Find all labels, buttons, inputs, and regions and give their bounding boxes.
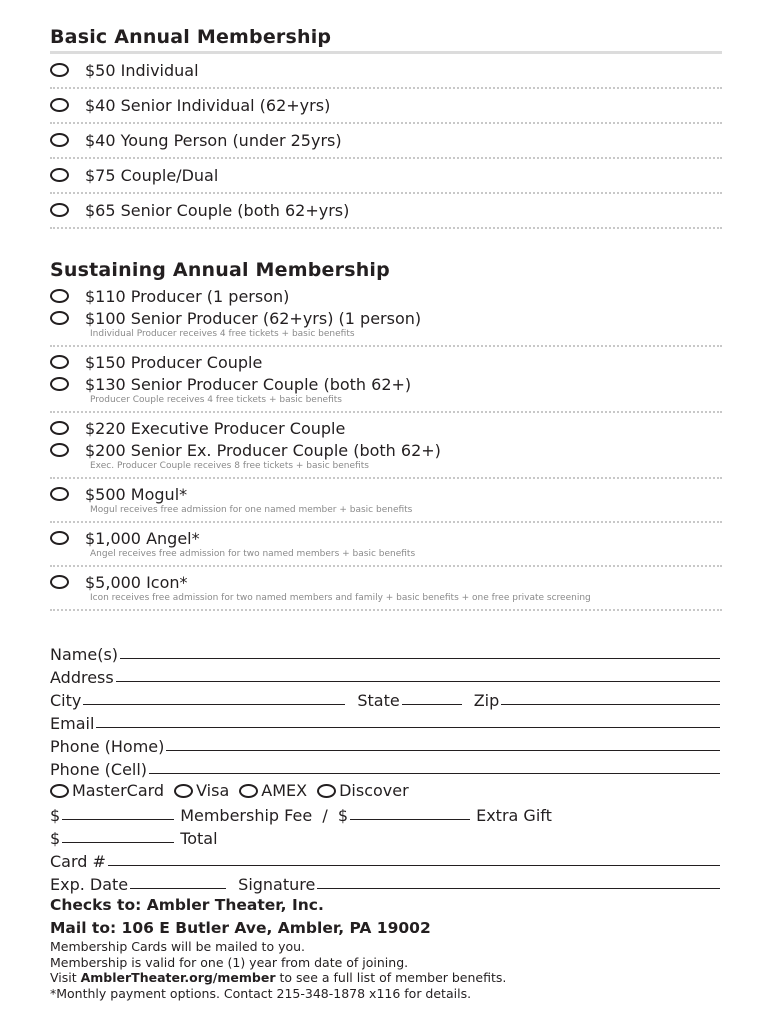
sustaining-4-0-label: $1,000 Angel* bbox=[85, 528, 200, 548]
basic-2-label: $40 Young Person (under 25yrs) bbox=[85, 130, 342, 150]
basic-1-radio[interactable] bbox=[50, 98, 69, 112]
sustaining-section bbox=[50, 281, 722, 611]
card-number-label: Card # bbox=[50, 852, 106, 871]
email-field[interactable] bbox=[96, 727, 720, 728]
basic-0-option[interactable] bbox=[50, 59, 722, 81]
sustaining-1-1-label: $130 Senior Producer Couple (both 62+) bbox=[85, 374, 412, 394]
benefit-note: Angel receives free admission for two named members + basic benefits bbox=[90, 549, 416, 559]
mastercard-radio[interactable] bbox=[50, 784, 69, 798]
phone-home-field[interactable] bbox=[166, 750, 720, 751]
sustaining-option-group bbox=[50, 567, 722, 611]
basic-4-label: $65 Senior Couple (both 62+yrs) bbox=[85, 200, 350, 220]
sustaining-4-0-option[interactable] bbox=[50, 527, 722, 549]
mail-to: Mail to: 106 E Butler Ave, Ambler, PA 19002 bbox=[50, 919, 431, 937]
basic-option-group bbox=[50, 194, 722, 229]
membership-fee-label: Membership Fee / $ bbox=[180, 806, 349, 825]
sustaining-option-group bbox=[50, 281, 722, 347]
sustaining-0-0-option[interactable] bbox=[50, 285, 722, 307]
basic-2-radio[interactable] bbox=[50, 133, 69, 147]
checks-to: Checks to: Ambler Theater, Inc. bbox=[50, 896, 324, 914]
membership-fee-field[interactable] bbox=[62, 819, 174, 820]
sustaining-option-group bbox=[50, 413, 722, 479]
zip-label: Zip bbox=[473, 691, 500, 710]
sustaining-5-0-label: $5,000 Icon* bbox=[85, 572, 188, 592]
member-info-fields bbox=[50, 641, 722, 894]
sustaining-0-0-radio[interactable] bbox=[50, 289, 69, 303]
sustaining-title: Sustaining Annual Membership bbox=[50, 259, 390, 281]
basic-option-group bbox=[50, 159, 722, 194]
state-field[interactable] bbox=[402, 704, 462, 705]
visit-text: Visit bbox=[50, 970, 81, 985]
basic-0-label: $50 Individual bbox=[85, 60, 199, 80]
total-label: Total bbox=[180, 829, 218, 848]
sustaining-1-0-radio[interactable] bbox=[50, 355, 69, 369]
city-label: City bbox=[50, 691, 82, 710]
sustaining-0-1-label: $100 Senior Producer (62+yrs) (1 person) bbox=[85, 308, 422, 328]
basic-4-radio[interactable] bbox=[50, 203, 69, 217]
signature-label: Signature bbox=[238, 875, 316, 894]
discover-radio[interactable] bbox=[317, 784, 336, 798]
visa-radio[interactable] bbox=[174, 784, 193, 798]
sustaining-2-0-label: $220 Executive Producer Couple bbox=[85, 418, 346, 438]
mastercard-label: MasterCard bbox=[72, 781, 165, 800]
benefit-note: Individual Producer receives 4 free tickets + basic benefits bbox=[90, 329, 355, 339]
sustaining-1-1-option[interactable] bbox=[50, 373, 722, 395]
basic-option-group bbox=[50, 89, 722, 124]
exp-date-field[interactable] bbox=[130, 888, 226, 889]
basic-4-option[interactable] bbox=[50, 199, 722, 221]
payment-type bbox=[50, 779, 722, 802]
zip-field[interactable] bbox=[501, 704, 720, 705]
footer-line-1: Membership Cards will be mailed to you. bbox=[50, 939, 306, 954]
sustaining-2-0-radio[interactable] bbox=[50, 421, 69, 435]
sustaining-1-0-option[interactable] bbox=[50, 351, 722, 373]
visa-label: Visa bbox=[196, 781, 230, 800]
fee-dollar-label: $ bbox=[50, 806, 61, 825]
footer bbox=[50, 894, 722, 1001]
address-field[interactable] bbox=[116, 681, 720, 682]
sustaining-3-0-radio[interactable] bbox=[50, 487, 69, 501]
card-number-field[interactable] bbox=[108, 865, 720, 866]
address-label: Address bbox=[50, 668, 114, 687]
sustaining-0-0-label: $110 Producer (1 person) bbox=[85, 286, 290, 306]
phone-home-label: Phone (Home) bbox=[50, 737, 165, 756]
phone-cell-field[interactable] bbox=[149, 773, 720, 774]
sustaining-2-1-option[interactable] bbox=[50, 439, 722, 461]
extra-gift-label: Extra Gift bbox=[476, 806, 552, 825]
benefit-note: Exec. Producer Couple receives 8 free tickets + basic benefits bbox=[90, 461, 369, 471]
extra-gift-field[interactable] bbox=[350, 819, 470, 820]
sustaining-5-0-option[interactable] bbox=[50, 571, 722, 593]
sustaining-0-1-option[interactable] bbox=[50, 307, 722, 329]
sustaining-5-0-radio[interactable] bbox=[50, 575, 69, 589]
sustaining-1-1-radio[interactable] bbox=[50, 377, 69, 391]
benefit-note: Mogul receives free admission for one named member + basic benefits bbox=[90, 505, 413, 515]
sustaining-option-group bbox=[50, 523, 722, 567]
basic-3-label: $75 Couple/Dual bbox=[85, 165, 219, 185]
sustaining-1-0-label: $150 Producer Couple bbox=[85, 352, 263, 372]
footer-line-3 bbox=[50, 970, 722, 986]
basic-3-option[interactable] bbox=[50, 164, 722, 186]
basic-1-label: $40 Senior Individual (62+yrs) bbox=[85, 95, 331, 115]
total-field[interactable] bbox=[62, 842, 174, 843]
sustaining-2-1-radio[interactable] bbox=[50, 443, 69, 457]
benefit-note: Producer Couple receives 4 free tickets + basic benefits bbox=[90, 395, 342, 405]
footer-line-2: Membership is valid for one (1) year from date of joining. bbox=[50, 954, 409, 970]
amex-label: AMEX bbox=[261, 781, 308, 800]
basic-1-option[interactable] bbox=[50, 94, 722, 116]
visit-text-post: to see a full list of member benefits. bbox=[275, 970, 507, 985]
benefit-note: Icon receives free admission for two named members and family + basic benefits + one free private screening bbox=[90, 593, 591, 603]
email-label: Email bbox=[50, 714, 95, 733]
exp-date-label: Exp. Date bbox=[50, 875, 129, 894]
total-dollar-label: $ bbox=[50, 829, 61, 848]
sustaining-option-group bbox=[50, 347, 722, 413]
basic-section bbox=[50, 26, 722, 229]
sustaining-4-0-radio[interactable] bbox=[50, 531, 69, 545]
discover-label: Discover bbox=[339, 781, 409, 800]
sustaining-2-1-label: $200 Senior Ex. Producer Couple (both 62+) bbox=[85, 440, 441, 460]
footer-line-4: *Monthly payment options. Contact 215-348-1878 x116 for details. bbox=[50, 985, 472, 1001]
member-link[interactable]: AmblerTheater.org/member bbox=[80, 970, 276, 985]
sustaining-3-0-option[interactable] bbox=[50, 483, 722, 505]
sustaining-option-group bbox=[50, 479, 722, 523]
state-label: State bbox=[357, 691, 400, 710]
names-label: Name(s) bbox=[50, 645, 119, 664]
sustaining-0-1-radio[interactable] bbox=[50, 311, 69, 325]
city-field[interactable] bbox=[83, 704, 345, 705]
sustaining-3-0-label: $500 Mogul* bbox=[85, 484, 188, 504]
basic-option-group bbox=[50, 54, 722, 89]
basic-3-radio[interactable] bbox=[50, 168, 69, 182]
basic-0-radio[interactable] bbox=[50, 63, 69, 77]
basic-2-option[interactable] bbox=[50, 129, 722, 151]
amex-radio[interactable] bbox=[239, 784, 258, 798]
membership-form bbox=[50, 26, 722, 1001]
sustaining-2-0-option[interactable] bbox=[50, 417, 722, 439]
basic-option-group bbox=[50, 124, 722, 159]
signature-field[interactable] bbox=[317, 888, 720, 889]
phone-cell-label: Phone (Cell) bbox=[50, 760, 148, 779]
basic-title: Basic Annual Membership bbox=[50, 26, 722, 54]
names-field[interactable] bbox=[120, 658, 720, 659]
